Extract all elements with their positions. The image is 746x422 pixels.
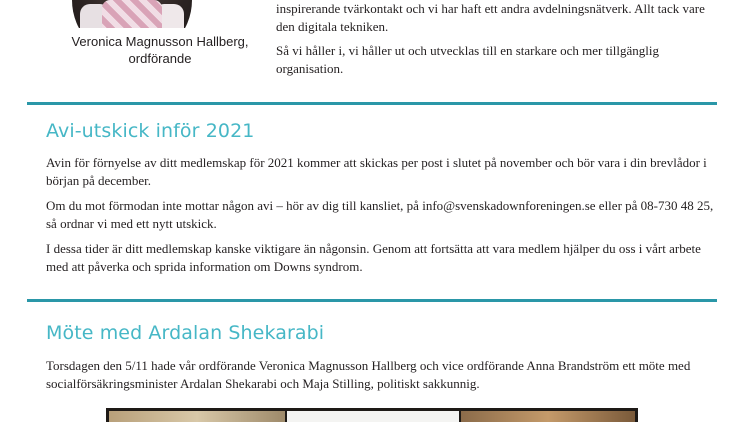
- intro-paragraph: inspirerande tvärkontakt och vi har haft ett andra avdelningsnätverk. Allt tack vare den digitala tekniken.: [276, 1, 705, 34]
- section-heading-avi: Avi-utskick inför 2021: [46, 120, 255, 142]
- section-divider: [27, 299, 717, 302]
- section-divider: [27, 102, 717, 105]
- section-body-meeting: [46, 357, 718, 400]
- chairperson-photo: [72, 0, 192, 28]
- meeting-photo: [106, 408, 638, 422]
- body-paragraph: I dessa tider är ditt medlemskap kanske viktigare än någonsin. Genom att fortsätta att vara medlem hjälper du oss i vårt arbete med att påverka och sprida information om Downs syndrom.: [46, 241, 701, 274]
- section-body-avi: [46, 154, 718, 283]
- section-heading-meeting: Möte med Ardalan Shekarabi: [46, 322, 325, 344]
- caption-name: Veronica Magnusson Hallberg,: [71, 34, 249, 49]
- body-paragraph: Avin för förnyelse av ditt medlemskap för 2021 kommer att skickas per post i slutet på november och bör vara i din brevlådor i början på december.: [46, 155, 707, 188]
- meeting-photo-right: [461, 411, 635, 422]
- body-paragraph: Om du mot förmodan inte mottar någon avi – hör av dig till kansliet, på info@svenskadownforeningen.se eller på 08-730 48 25, så ordnar vi med ett nytt utskick.: [46, 198, 714, 231]
- meeting-photo-left: [109, 411, 285, 422]
- intro-text-column: [276, 0, 716, 84]
- meeting-photo-center: [287, 411, 459, 422]
- photo-caption: [40, 33, 280, 67]
- body-paragraph: Torsdagen den 5/11 hade vår ordförande Veronica Magnusson Hallberg och vice ordförande Anna Brandström ett möte med socialförsäkringsminister Ardalan Shekarabi och Maja Stilling, politiskt sakkunnig.: [46, 358, 691, 391]
- intro-paragraph: Så vi håller i, vi håller ut och utvecklas till en starkare och mer tillgänglig organisation.: [276, 43, 660, 76]
- caption-role: ordförande: [128, 51, 192, 66]
